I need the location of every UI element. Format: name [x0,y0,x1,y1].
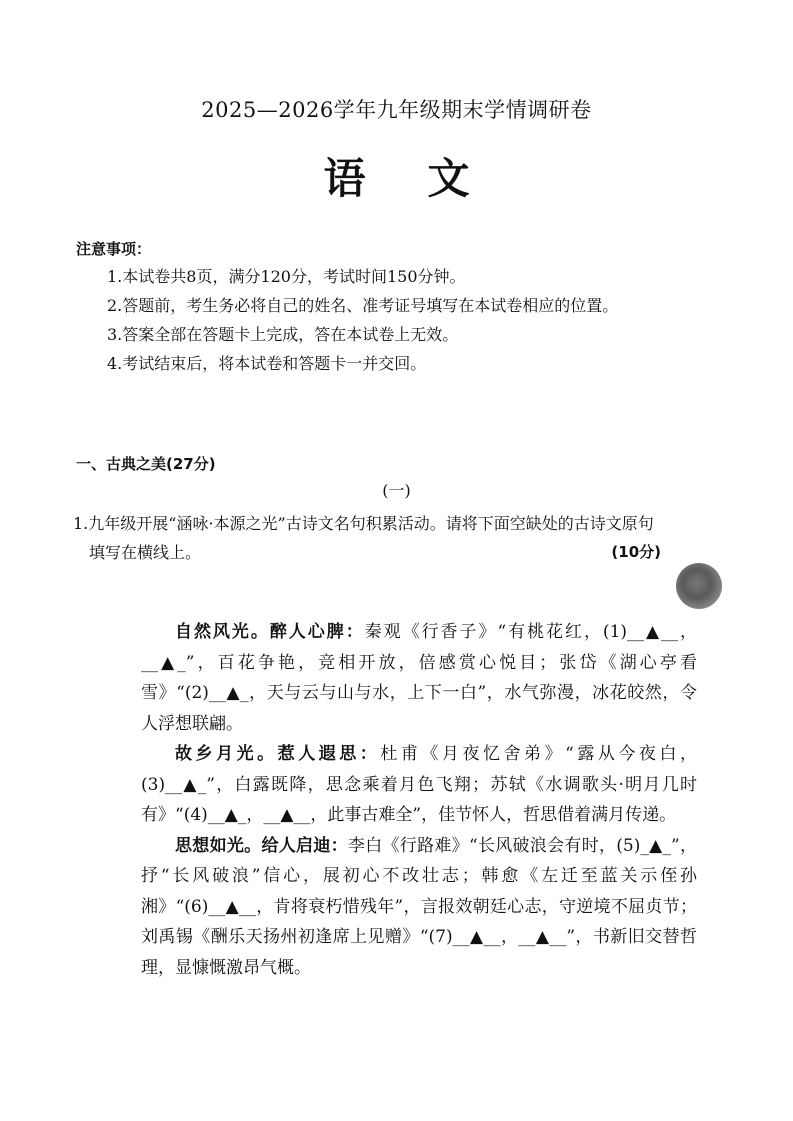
passage-paragraph [141,831,697,984]
stamp-mark [676,563,722,609]
note-item: 2.答题前，考生务必将自己的姓名、准考证号填写在本试卷相应的位置。 [107,296,619,315]
paragraph-title: 自然风光。醉人心脾： [175,622,365,642]
subject-title: 语文 [323,154,532,203]
paragraph-title: 思想如光。给人启迪： [175,835,348,856]
passage [141,617,697,983]
note-item: 1.本试卷共8页，满分120分，考试时间150分钟。 [107,267,466,286]
paragraph-title: 故乡月光。惹人遐思： [175,744,381,764]
paragraph-body: 李白《行路难》“长风破浪会有时，(5)_▲_”，抒“长风破浪”信心，展初心不改壮志；韩愈《左迁至蓝关示侄孙湘》“(6)__▲__，肯将衰朽惜残年”，言报效朝廷心志，守逆境不屈贞节；刘禹锡《酬乐天扬州初逢席上见赠》“(7)__▲__，__▲__”，书新旧交替哲理，显慷慨激昂气概。 [141,835,697,978]
part-label: (一) [382,481,411,500]
notes-heading: 注意事项： [76,240,152,258]
question-line-1: 1.九年级开展“涵咏·本源之光”古诗文名句积累活动。请将下面空缺处的古诗文原句 [73,514,654,533]
question-line-2-wrap [73,538,725,567]
paragraph-body: 秦观《行香子》“有桃花红，(1)__▲__，__▲_”，百花争艳，竞相开放，倍感赏心悦目；张岱《湖心亭看雪》“(2)__▲_，天与云与山与水，上下一白”，水气弥漫，冰花皎然，令人浮想联翩。 [141,622,697,734]
passage-paragraph [141,617,697,739]
note-item: 3.答案全部在答题卡上完成，答在本试卷上无效。 [107,325,459,344]
section-heading: 一、古典之美(27分) [76,455,216,473]
exam-title: 2025—2026学年九年级期末学情调研卷 [201,98,592,122]
question-1 [73,509,725,567]
question-score: (10分) [611,543,661,561]
paragraph-body: 杜甫《月夜忆舍弟》“露从今夜白，(3)__▲_”，白露既降，思念乘着月色飞翔；苏轼《水调歌头·明月几时有》“(4)__▲_，__▲__，此事古难全”，佳节怀人，哲思借着满月传递。 [141,744,697,825]
notes-list [107,262,725,378]
passage-paragraph [141,739,697,831]
note-item: 4.考试结束后，将本试卷和答题卡一并交回。 [107,354,427,373]
question-line-2: 填写在横线上。 [89,543,202,562]
